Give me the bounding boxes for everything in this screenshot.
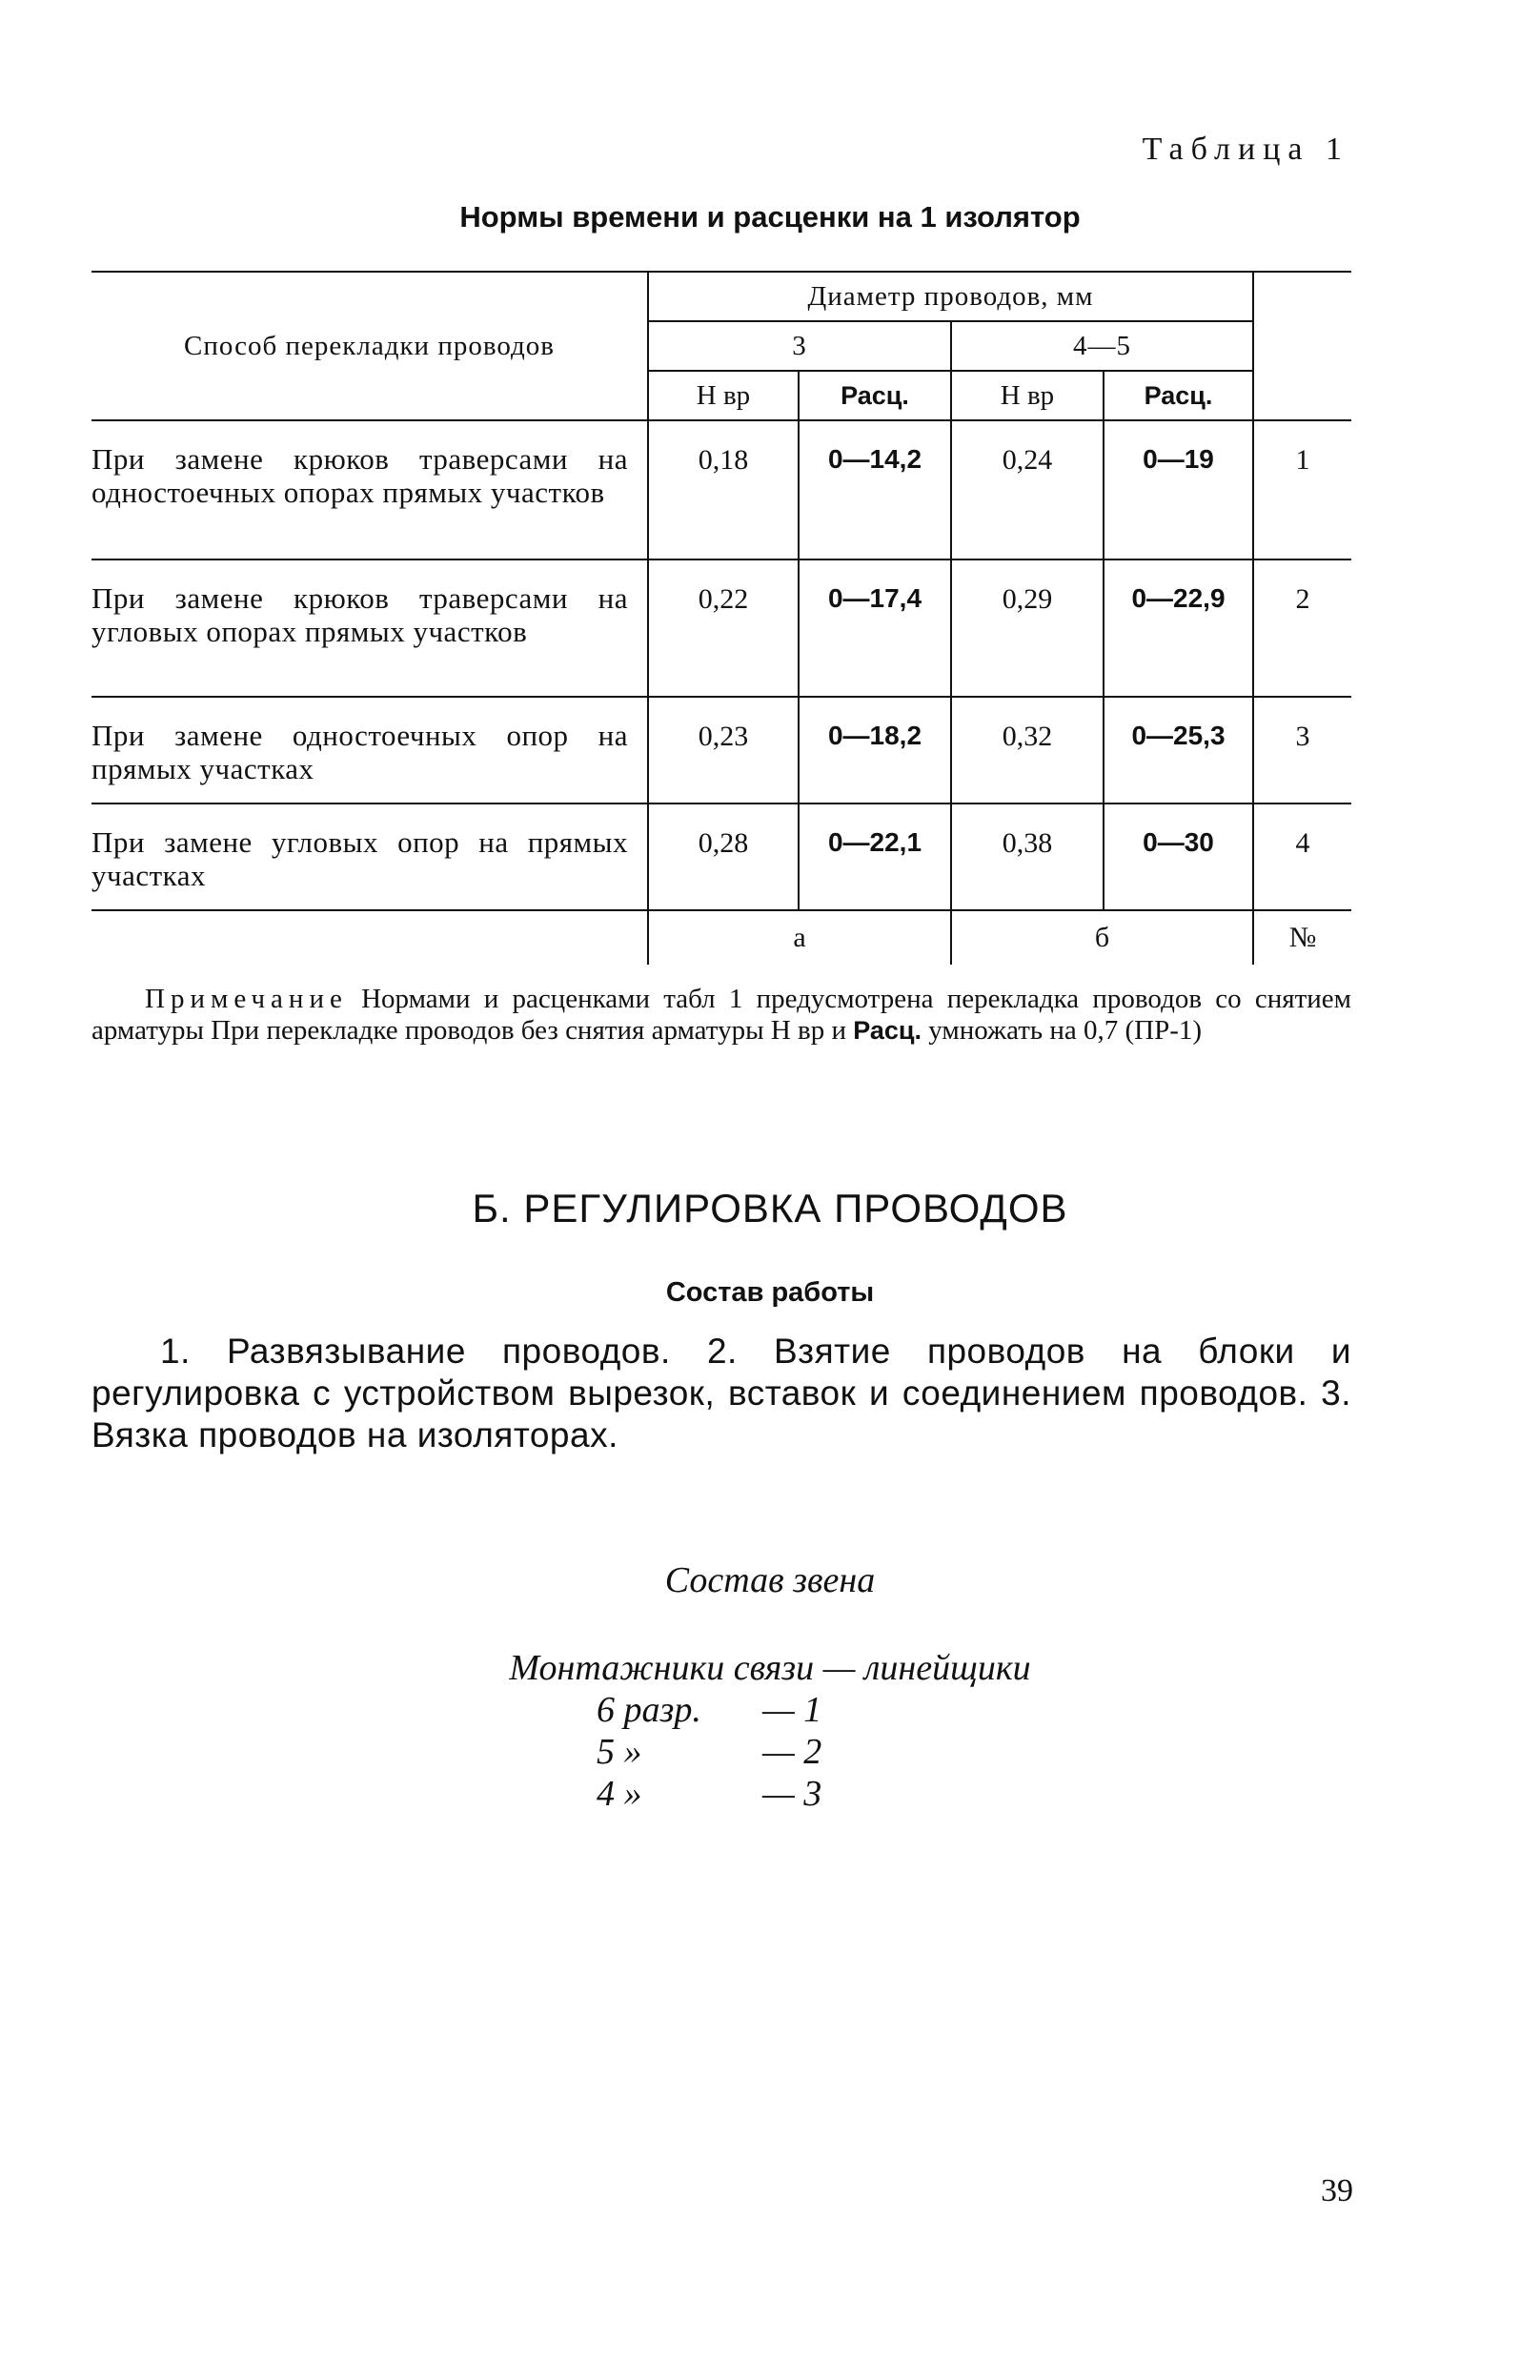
row-number: 2 [1253, 559, 1351, 697]
norms-table [91, 271, 1351, 965]
row-rasc-3: 0—14,2 [799, 420, 951, 559]
row-nvr-3: 0,23 [648, 697, 799, 804]
row-nvr-4-5: 0,29 [951, 559, 1104, 697]
row-method: При замене одностоечных опор на прямых участках [91, 697, 648, 804]
page-number: 39 [1321, 2173, 1353, 2208]
crew-role: Монтажники связи — линейщики [509, 1648, 1031, 1688]
list-item [0, 1689, 1540, 1731]
row-nvr-3: 0,28 [648, 804, 799, 910]
table-row [91, 559, 1351, 697]
list-item [0, 1731, 1540, 1773]
row-nvr-4-5: 0,24 [951, 420, 1104, 559]
header-nvr-4-5: Н вр [951, 371, 1104, 420]
note-text-1: Нормами и расценками табл 1 предусмотрена перекладка проводов со снятием арматуры При перекладке проводов без снятия арматуры [91, 984, 1351, 1046]
crew-count: — 2 [762, 1732, 822, 1772]
header-rasc-4-5: Расц. [1104, 371, 1253, 420]
table-row [91, 804, 1351, 910]
crew-list [0, 1689, 1540, 1815]
row-nvr-4-5: 0,32 [951, 697, 1104, 804]
table-footer-row [91, 910, 1351, 965]
row-number: 1 [1253, 420, 1351, 559]
footer-blank [91, 910, 648, 965]
row-rasc-3: 0—18,2 [799, 697, 951, 804]
header-method: Способ перекладки проводов [91, 272, 648, 420]
header-rasc-3: Расц. [799, 371, 951, 420]
row-rasc-3: 0—17,4 [799, 559, 951, 697]
crew-count: — 1 [762, 1690, 822, 1730]
footer-column-a: а [648, 910, 951, 965]
table-title: Нормы времени и расценки на 1 изолятор [459, 200, 1081, 234]
crew-rank: 4 » [597, 1774, 642, 1814]
table-row [91, 420, 1351, 559]
row-nvr-3: 0,22 [648, 559, 799, 697]
row-rasc-4-5: 0—30 [1104, 804, 1253, 910]
row-number: 4 [1253, 804, 1351, 910]
header-diameter: Диаметр проводов, мм [648, 272, 1253, 321]
header-diameter-4-5: 4—5 [951, 321, 1253, 371]
row-method: При замене угловых опор на прямых участках [91, 804, 648, 910]
note-text-2: умножать на 0,7 (ПР-1) [922, 1015, 1203, 1046]
row-method: При замене крюков траверсами на угловых опорах прямых участков [91, 559, 648, 697]
note-label: Примечание [145, 984, 348, 1014]
list-item [0, 1773, 1540, 1815]
row-nvr-4-5: 0,38 [951, 804, 1104, 910]
section-title: Б. РЕГУЛИРОВКА ПРОВОДОВ [472, 1186, 1068, 1231]
row-rasc-4-5: 0—19 [1104, 420, 1253, 559]
work-composition-title: Состав работы [665, 1277, 875, 1308]
table-label: Таблица 1 [1142, 132, 1349, 167]
table-note [91, 984, 1351, 1047]
row-method: При замене крюков траверсами на одностоечных опорах прямых участков [91, 420, 648, 559]
row-rasc-4-5: 0—25,3 [1104, 697, 1253, 804]
note-rasc: Расц. [853, 1016, 922, 1045]
row-rasc-3: 0—22,1 [799, 804, 951, 910]
crew-title: Состав звена [664, 1560, 876, 1600]
row-number: 3 [1253, 697, 1351, 804]
header-diameter-3: 3 [648, 321, 951, 371]
table-row [91, 697, 1351, 804]
crew-count: — 3 [762, 1774, 822, 1814]
header-number-blank [1253, 272, 1351, 420]
crew-rank: 6 разр. [597, 1690, 701, 1730]
footer-column-b: б [951, 910, 1253, 965]
work-composition-text: 1. Развязывание проводов. 2. Взятие проводов на блоки и регулировка с устройством вырезок, вставок и соединением проводов. 3. Вязка проводов на изоляторах. [91, 1332, 1351, 1454]
row-rasc-4-5: 0—22,9 [1104, 559, 1253, 697]
footer-number-sign: № [1253, 910, 1351, 965]
crew-rank: 5 » [597, 1732, 642, 1772]
note-nvr: Н вр [770, 1015, 825, 1046]
header-nvr-3: Н вр [648, 371, 799, 420]
note-and: и [824, 1015, 854, 1046]
row-nvr-3: 0,18 [648, 420, 799, 559]
